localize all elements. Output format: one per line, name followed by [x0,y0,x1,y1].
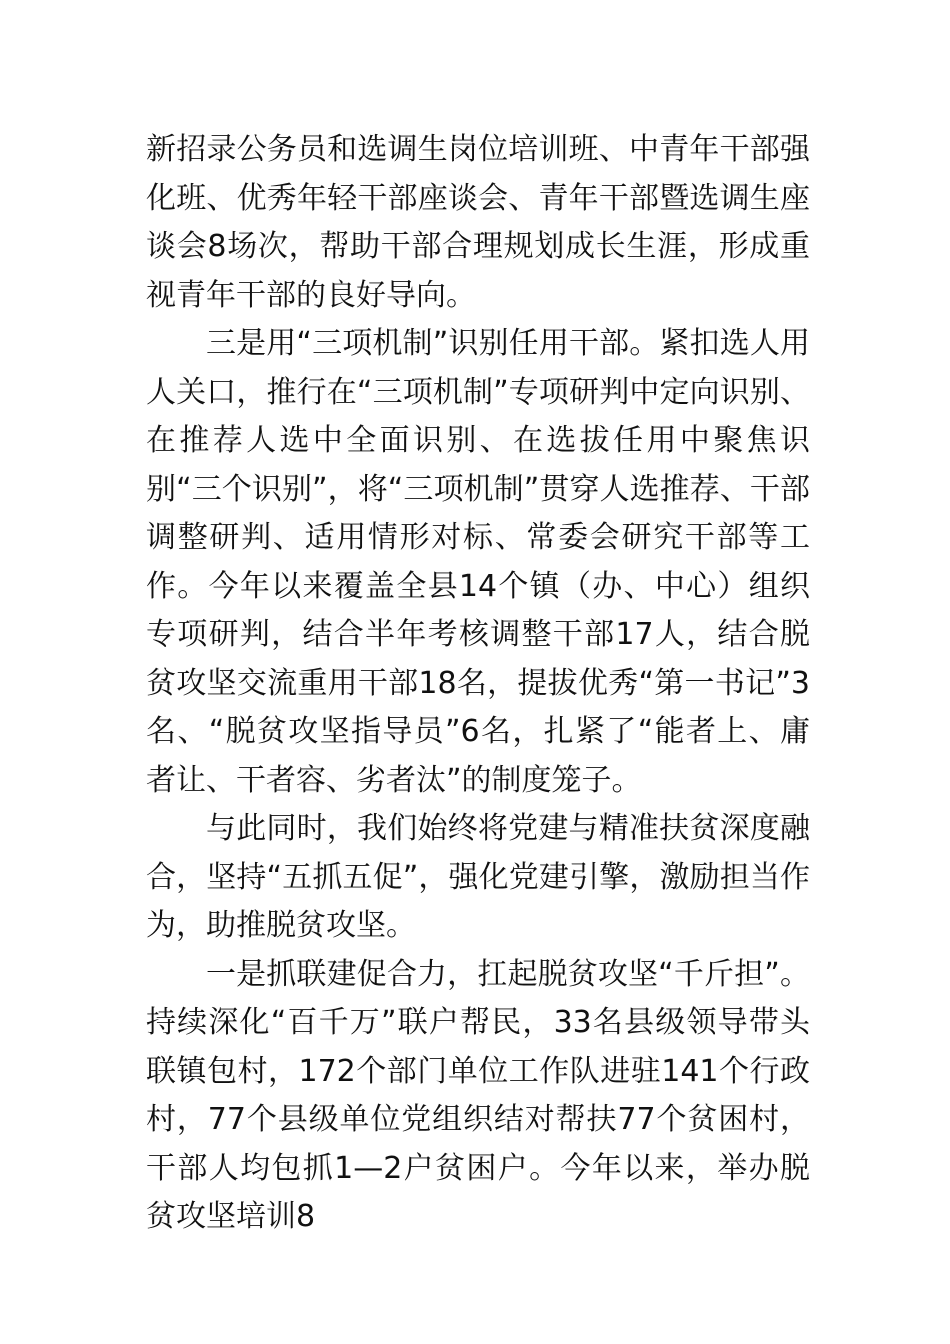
paragraph-1: 新招录公务员和选调生岗位培训班、中青年干部强化班、优秀年轻干部座谈会、青年干部暨选调生座谈会8场次，帮助干部合理规划成长生涯，形成重视青年干部的良好导向。 [146,132,810,313]
paragraph-2: 三是用“三项机制”识别任用干部。紧扣选人用人关口，推行在“三项机制”专项研判中定向识别、在推荐人选中全面识别、在选拔任用中聚焦识别“三个识别”，将“三项机制”贯穿人选推荐、干部调整研判、适用情形对标、常委会研究干部等工作。今年以来覆盖全县14个镇（办、中心）组织专项研判，结合半年考核调整干部17人，结合脱贫攻坚交流重用干部18名，提拔优秀“第一书记”3名、“脱贫攻坚指导员”6名，扎紧了“能者上、庸者让、干者容、劣者汰”的制度笼子。 [146,326,810,798]
document-page [146,126,810,1242]
paragraph-4: 一是抓联建促合力，扛起脱贫攻坚“千斤担”。持续深化“百千万”联户帮民，33名县级领导带头联镇包村，172个部门单位工作队进驻141个行政村，77个县级单位党组织结对帮扶77个贫困村，干部人均包抓1—2户贫困户。今年以来，举办脱贫攻坚培训8 [146,956,810,1234]
paragraph-3: 与此同时，我们始终将党建与精准扶贫深度融合，坚持“五抓五促”，强化党建引擎，激励担当作为，助推脱贫攻坚。 [146,811,810,943]
